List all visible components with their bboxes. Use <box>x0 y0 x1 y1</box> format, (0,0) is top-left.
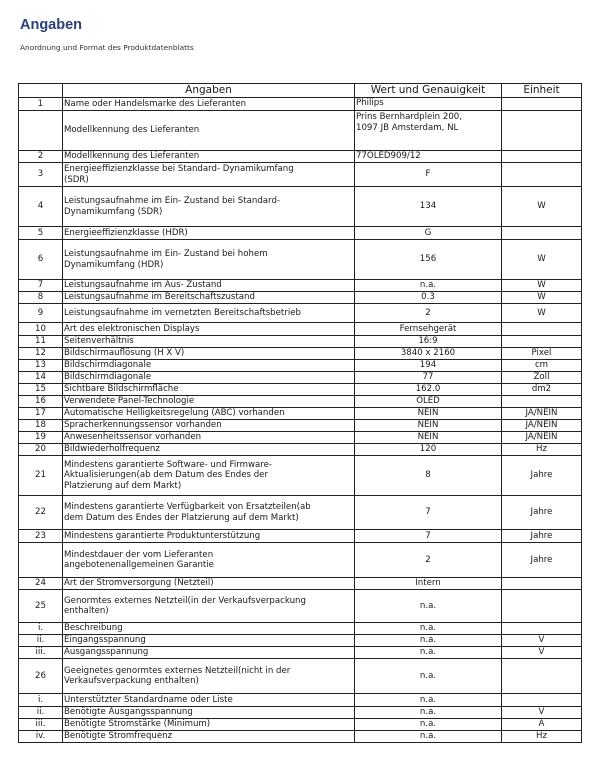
row-unit: JA/NEIN <box>502 420 582 432</box>
row-description: Mindestens garantierte Verfügbarkeit von Ersatzteilen(ab dem Datum des Endes der Platzierung auf dem Markt) <box>63 496 355 530</box>
row-number: 7 <box>19 280 63 292</box>
row-number: 10 <box>19 323 63 336</box>
row-value: n.a. <box>355 647 502 659</box>
row-value: 194 <box>355 360 502 372</box>
row-description: Automatische Helligkeitsregelung (ABC) vorhanden <box>63 408 355 420</box>
row-value: n.a. <box>355 659 502 694</box>
row-unit: Hz <box>502 731 582 743</box>
row-description: Leistungsaufnahme im Bereitschaftszustand <box>63 292 355 304</box>
row-value: NEIN <box>355 408 502 420</box>
row-unit: W <box>502 240 582 280</box>
row-value: n.a. <box>355 590 502 623</box>
row-unit <box>502 111 582 151</box>
table-row <box>19 408 582 420</box>
column-header-angaben: Angaben <box>63 84 355 98</box>
row-number: 11 <box>19 336 63 348</box>
row-unit: Jahre <box>502 456 582 496</box>
row-value: 77 <box>355 372 502 384</box>
row-value: Intern <box>355 578 502 590</box>
row-description: Sichtbare Bildschirmfläche <box>63 384 355 396</box>
row-value: NEIN <box>355 432 502 444</box>
row-number: 6 <box>19 240 63 280</box>
row-number: 5 <box>19 227 63 240</box>
row-number: 21 <box>19 456 63 496</box>
row-number: 17 <box>19 408 63 420</box>
row-description: Leistungsaufnahme im vernetzten Bereitschaftsbetrieb <box>63 304 355 323</box>
row-value: n.a. <box>355 707 502 719</box>
row-number: iii. <box>19 647 63 659</box>
row-unit <box>502 623 582 635</box>
row-unit: Jahre <box>502 543 582 578</box>
row-value: G <box>355 227 502 240</box>
table-row <box>19 98 582 111</box>
row-unit: Zoll <box>502 372 582 384</box>
row-description: Bildwiederholfrequenz <box>63 444 355 456</box>
row-unit <box>502 659 582 694</box>
page-title: Angaben <box>20 17 83 33</box>
table-row <box>19 456 582 496</box>
row-number: 14 <box>19 372 63 384</box>
table-row <box>19 360 582 372</box>
row-description: Bildschirmauflösung (H X V) <box>63 348 355 360</box>
row-unit <box>502 151 582 163</box>
row-unit: JA/NEIN <box>502 432 582 444</box>
row-number: 4 <box>19 187 63 227</box>
row-number: 26 <box>19 659 63 694</box>
row-number: 1 <box>19 98 63 111</box>
row-value: 7 <box>355 496 502 530</box>
row-description: Geeignetes genormtes externes Netzteil(nicht in der Verkaufsverpackung enthalten) <box>63 659 355 694</box>
table-row <box>19 659 582 694</box>
row-description: Genormtes externes Netzteil(in der Verkaufsverpackung enthalten) <box>63 590 355 623</box>
row-unit: A <box>502 719 582 731</box>
row-number: 16 <box>19 396 63 408</box>
row-number: ii. <box>19 707 63 719</box>
table-header-row <box>19 84 582 98</box>
row-number: 8 <box>19 292 63 304</box>
row-number: 24 <box>19 578 63 590</box>
row-number: 23 <box>19 530 63 543</box>
table-row <box>19 151 582 163</box>
row-number: i. <box>19 694 63 707</box>
row-value: 77OLED909/12 <box>355 151 502 163</box>
row-value: Fernsehgerät <box>355 323 502 336</box>
row-unit: V <box>502 707 582 719</box>
row-unit: W <box>502 187 582 227</box>
row-unit: Jahre <box>502 496 582 530</box>
row-value: n.a. <box>355 623 502 635</box>
row-number: 18 <box>19 420 63 432</box>
row-value: n.a. <box>355 280 502 292</box>
row-unit <box>502 590 582 623</box>
row-description: Energieeffizienzklasse (HDR) <box>63 227 355 240</box>
table-row <box>19 187 582 227</box>
table-row <box>19 372 582 384</box>
row-value: 16:9 <box>355 336 502 348</box>
row-number: 15 <box>19 384 63 396</box>
table-row <box>19 647 582 659</box>
row-description: Benötigte Stromstärke (Minimum) <box>63 719 355 731</box>
row-description: Benötigte Ausgangsspannung <box>63 707 355 719</box>
row-description: Beschreibung <box>63 623 355 635</box>
table-row <box>19 635 582 647</box>
column-header-unit: Einheit <box>502 84 582 98</box>
row-unit <box>502 578 582 590</box>
row-value: n.a. <box>355 635 502 647</box>
row-value: 8 <box>355 456 502 496</box>
table-row <box>19 348 582 360</box>
row-value: 156 <box>355 240 502 280</box>
table-row <box>19 590 582 623</box>
table-row <box>19 240 582 280</box>
row-unit: V <box>502 635 582 647</box>
row-number: iii. <box>19 719 63 731</box>
row-number: 20 <box>19 444 63 456</box>
row-description: Modellkennung des Lieferanten <box>63 111 355 151</box>
row-unit <box>502 336 582 348</box>
row-description: Leistungsaufnahme im Aus- Zustand <box>63 280 355 292</box>
row-description: Spracherkennungssensor vorhanden <box>63 420 355 432</box>
row-description: Anwesenheitssensor vorhanden <box>63 432 355 444</box>
row-number: 9 <box>19 304 63 323</box>
table-row <box>19 719 582 731</box>
row-value: 2 <box>355 304 502 323</box>
row-description: Ausgangsspannung <box>63 647 355 659</box>
row-description: Verwendete Panel-Technologie <box>63 396 355 408</box>
row-number <box>19 543 63 578</box>
row-number: 25 <box>19 590 63 623</box>
row-unit <box>502 98 582 111</box>
row-value: 120 <box>355 444 502 456</box>
row-description: Art der Stromversorgung (Netzteil) <box>63 578 355 590</box>
row-description: Seitenverhältnis <box>63 336 355 348</box>
row-value: 7 <box>355 530 502 543</box>
row-description: Benötigte Stromfrequenz <box>63 731 355 743</box>
table-row <box>19 396 582 408</box>
column-header-number <box>19 84 63 98</box>
row-unit <box>502 323 582 336</box>
row-unit <box>502 396 582 408</box>
table-row <box>19 623 582 635</box>
row-description: Mindestens garantierte Produktunterstützung <box>63 530 355 543</box>
table-row <box>19 111 582 151</box>
row-unit: dm2 <box>502 384 582 396</box>
row-value: 162.0 <box>355 384 502 396</box>
row-unit <box>502 227 582 240</box>
row-description: Modellkennung des Lieferanten <box>63 151 355 163</box>
row-description: Mindestens garantierte Software- und Firmware- Aktualisierungen(ab dem Datum des Endes der Platzierung auf dem Markt) <box>63 456 355 496</box>
table-row <box>19 543 582 578</box>
row-value: 2 <box>355 543 502 578</box>
table-row <box>19 530 582 543</box>
row-number: iv. <box>19 731 63 743</box>
row-description: Art des elektronischen Displays <box>63 323 355 336</box>
product-datasheet-table <box>18 83 582 743</box>
row-value: 0.3 <box>355 292 502 304</box>
page-subtitle: Anordnung und Format des Produktdatenblatts <box>20 43 194 52</box>
row-unit: V <box>502 647 582 659</box>
table-row <box>19 707 582 719</box>
row-number: 22 <box>19 496 63 530</box>
row-value: F <box>355 163 502 187</box>
table-row <box>19 444 582 456</box>
table-row <box>19 496 582 530</box>
row-unit <box>502 163 582 187</box>
row-number: 12 <box>19 348 63 360</box>
row-description: Leistungsaufnahme im Ein- Zustand bei hohem Dynamikumfang (HDR) <box>63 240 355 280</box>
row-description: Bildschirmdiagonale <box>63 372 355 384</box>
row-unit: W <box>502 292 582 304</box>
row-value: 134 <box>355 187 502 227</box>
row-value: OLED <box>355 396 502 408</box>
row-unit: W <box>502 280 582 292</box>
column-header-value: Wert und Genauigkeit <box>355 84 502 98</box>
row-number: 3 <box>19 163 63 187</box>
row-description: Bildschirmdiagonale <box>63 360 355 372</box>
row-number: ii. <box>19 635 63 647</box>
row-number: 2 <box>19 151 63 163</box>
row-value: n.a. <box>355 719 502 731</box>
table-row <box>19 280 582 292</box>
table-row <box>19 304 582 323</box>
row-unit: Jahre <box>502 530 582 543</box>
row-unit <box>502 694 582 707</box>
table-row <box>19 694 582 707</box>
row-number: 19 <box>19 432 63 444</box>
row-unit: JA/NEIN <box>502 408 582 420</box>
row-unit: Pixel <box>502 348 582 360</box>
row-description: Eingangsspannung <box>63 635 355 647</box>
table-row <box>19 578 582 590</box>
row-value: n.a. <box>355 694 502 707</box>
table-row <box>19 163 582 187</box>
table-row <box>19 432 582 444</box>
row-value: 3840 x 2160 <box>355 348 502 360</box>
table-row <box>19 227 582 240</box>
table-row <box>19 731 582 743</box>
table-row <box>19 420 582 432</box>
row-value: Prins Bernhardplein 200, 1097 JB Amsterdam, NL <box>355 111 502 151</box>
row-description: Mindestdauer der vom Lieferanten angebotenenallgemeinen Garantie <box>63 543 355 578</box>
row-description: Unterstützter Standardname oder Liste <box>63 694 355 707</box>
row-value: NEIN <box>355 420 502 432</box>
table-row <box>19 384 582 396</box>
row-description: Energieeffizienzklasse bei Standard- Dynamikumfang (SDR) <box>63 163 355 187</box>
row-unit: W <box>502 304 582 323</box>
row-value: Philips <box>355 98 502 111</box>
table-row <box>19 292 582 304</box>
row-description: Name oder Handelsmarke des Lieferanten <box>63 98 355 111</box>
row-value: n.a. <box>355 731 502 743</box>
row-description: Leistungsaufnahme im Ein- Zustand bei Standard- Dynamikumfang (SDR) <box>63 187 355 227</box>
table-row <box>19 323 582 336</box>
row-unit: cm <box>502 360 582 372</box>
row-unit: Hz <box>502 444 582 456</box>
row-number: i. <box>19 623 63 635</box>
row-number <box>19 111 63 151</box>
table-row <box>19 336 582 348</box>
row-number: 13 <box>19 360 63 372</box>
